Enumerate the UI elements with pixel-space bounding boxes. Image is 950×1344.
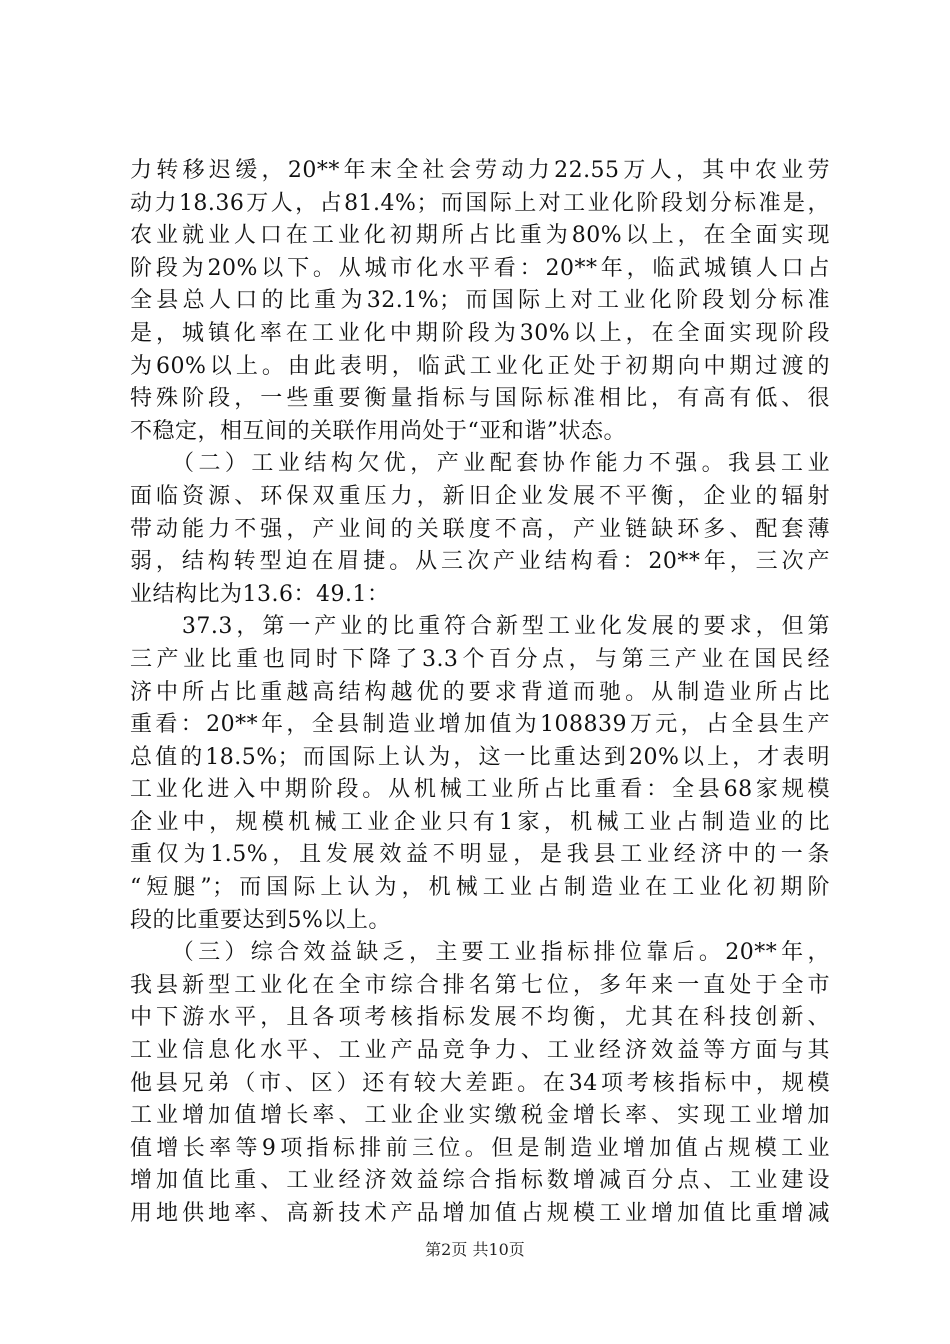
text-line: 工业增加值增长率、工业企业实缴税金增长率、实现工业增加 [130, 1103, 830, 1129]
text-line: 动力18.36万人，占81.4%；而国际上对工业化阶段划分标准是， [130, 190, 830, 216]
text-line: 带动能力不强，产业间的关联度不高，产业链缺环多、配套薄 [130, 516, 830, 542]
text-line: 农业就业人口在工业化初期所占比重为80%以上，在全面实现 [130, 223, 830, 249]
section-heading-line: （三）综合效益缺乏，主要工业指标排位靠后。20**年， [130, 940, 830, 966]
page-number-label: 第2页 共10页 [425, 1240, 525, 1259]
text-line: 企业中，规模机械工业企业只有1家，机械工业占制造业的比 [130, 809, 830, 835]
text-line: 阶段为20%以下。从城市化水平看：20**年，临武城镇人口占 [130, 255, 830, 281]
page-footer [0, 1240, 950, 1260]
text-line: 力转移迟缓，20**年末全社会劳动力22.55万人，其中农业劳 [130, 158, 830, 183]
text-line: 值增长率等9项指标排前三位。但是制造业增加值占规模工业 [130, 1135, 830, 1161]
text-line: 我县新型工业化在全市综合排名第七位，多年来一直处于全市 [130, 972, 830, 998]
text-line: 特殊阶段，一些重要衡量指标与国际标准相比，有高有低、很 [130, 386, 830, 412]
text-line: 三产业比重也同时下降了3.3个百分点，与第三产业在国民经 [130, 646, 830, 672]
text-line: 重仅为1.5%，且发展效益不明显，是我县工业经济中的一条 [130, 842, 830, 868]
text-line: 工业信息化水平、工业产品竞争力、工业经济效益等方面与其 [130, 1038, 830, 1064]
text-line: 是，城镇化率在工业化中期阶段为30%以上，在全面实现阶段 [130, 320, 830, 346]
text-line: 全县总人口的比重为32.1%；而国际上对工业化阶段划分标准 [130, 288, 830, 314]
text-line: 重看：20**年，全县制造业增加值为108839万元，占全县生产 [130, 712, 830, 738]
text-line: 增加值比重、工业经济效益综合指标数增减百分点、工业建设 [130, 1168, 830, 1194]
text-line: 济中所占比重越高结构越优的要求背道而驰。从制造业所占比 [130, 679, 830, 705]
document-body [130, 155, 830, 1231]
text-line: 中下游水平，且各项考核指标发展不均衡，尤其在科技创新、 [130, 1005, 830, 1031]
text-line: 不稳定，相互间的关联作用尚处于“亚和谐”状态。 [130, 418, 626, 444]
text-line: 段的比重要达到5%以上。 [130, 907, 391, 933]
text-line: “短腿”；而国际上认为，机械工业占制造业在工业化初期阶 [130, 875, 830, 901]
text-line: 总值的18.5%；而国际上认为，这一比重达到20%以上，才表明 [130, 744, 830, 770]
text-line: 工业化进入中期阶段。从机械工业所占比重看：全县68家规模 [130, 777, 830, 803]
section-heading-line: （二）工业结构欠优，产业配套协作能力不强。我县工业 [130, 451, 830, 477]
text-line: 为60%以上。由此表明，临武工业化正处于初期向中期过渡的 [130, 353, 830, 379]
text-line: 用地供地率、高新技术产品增加值占规模工业增加值比重增减 [130, 1201, 830, 1226]
text-line: 业结构比为13.6：49.1： [130, 581, 390, 607]
text-line: 弱，结构转型迫在眉捷。从三次产业结构看：20**年，三次产 [130, 549, 830, 575]
text-line: 面临资源、环保双重压力，新旧企业发展不平衡，企业的辐射 [130, 483, 830, 509]
text-line: 他县兄弟（市、区）还有较大差距。在34项考核指标中，规模 [130, 1070, 830, 1096]
text-line: 37.3，第一产业的比重符合新型工业化发展的要求，但第 [130, 614, 830, 640]
